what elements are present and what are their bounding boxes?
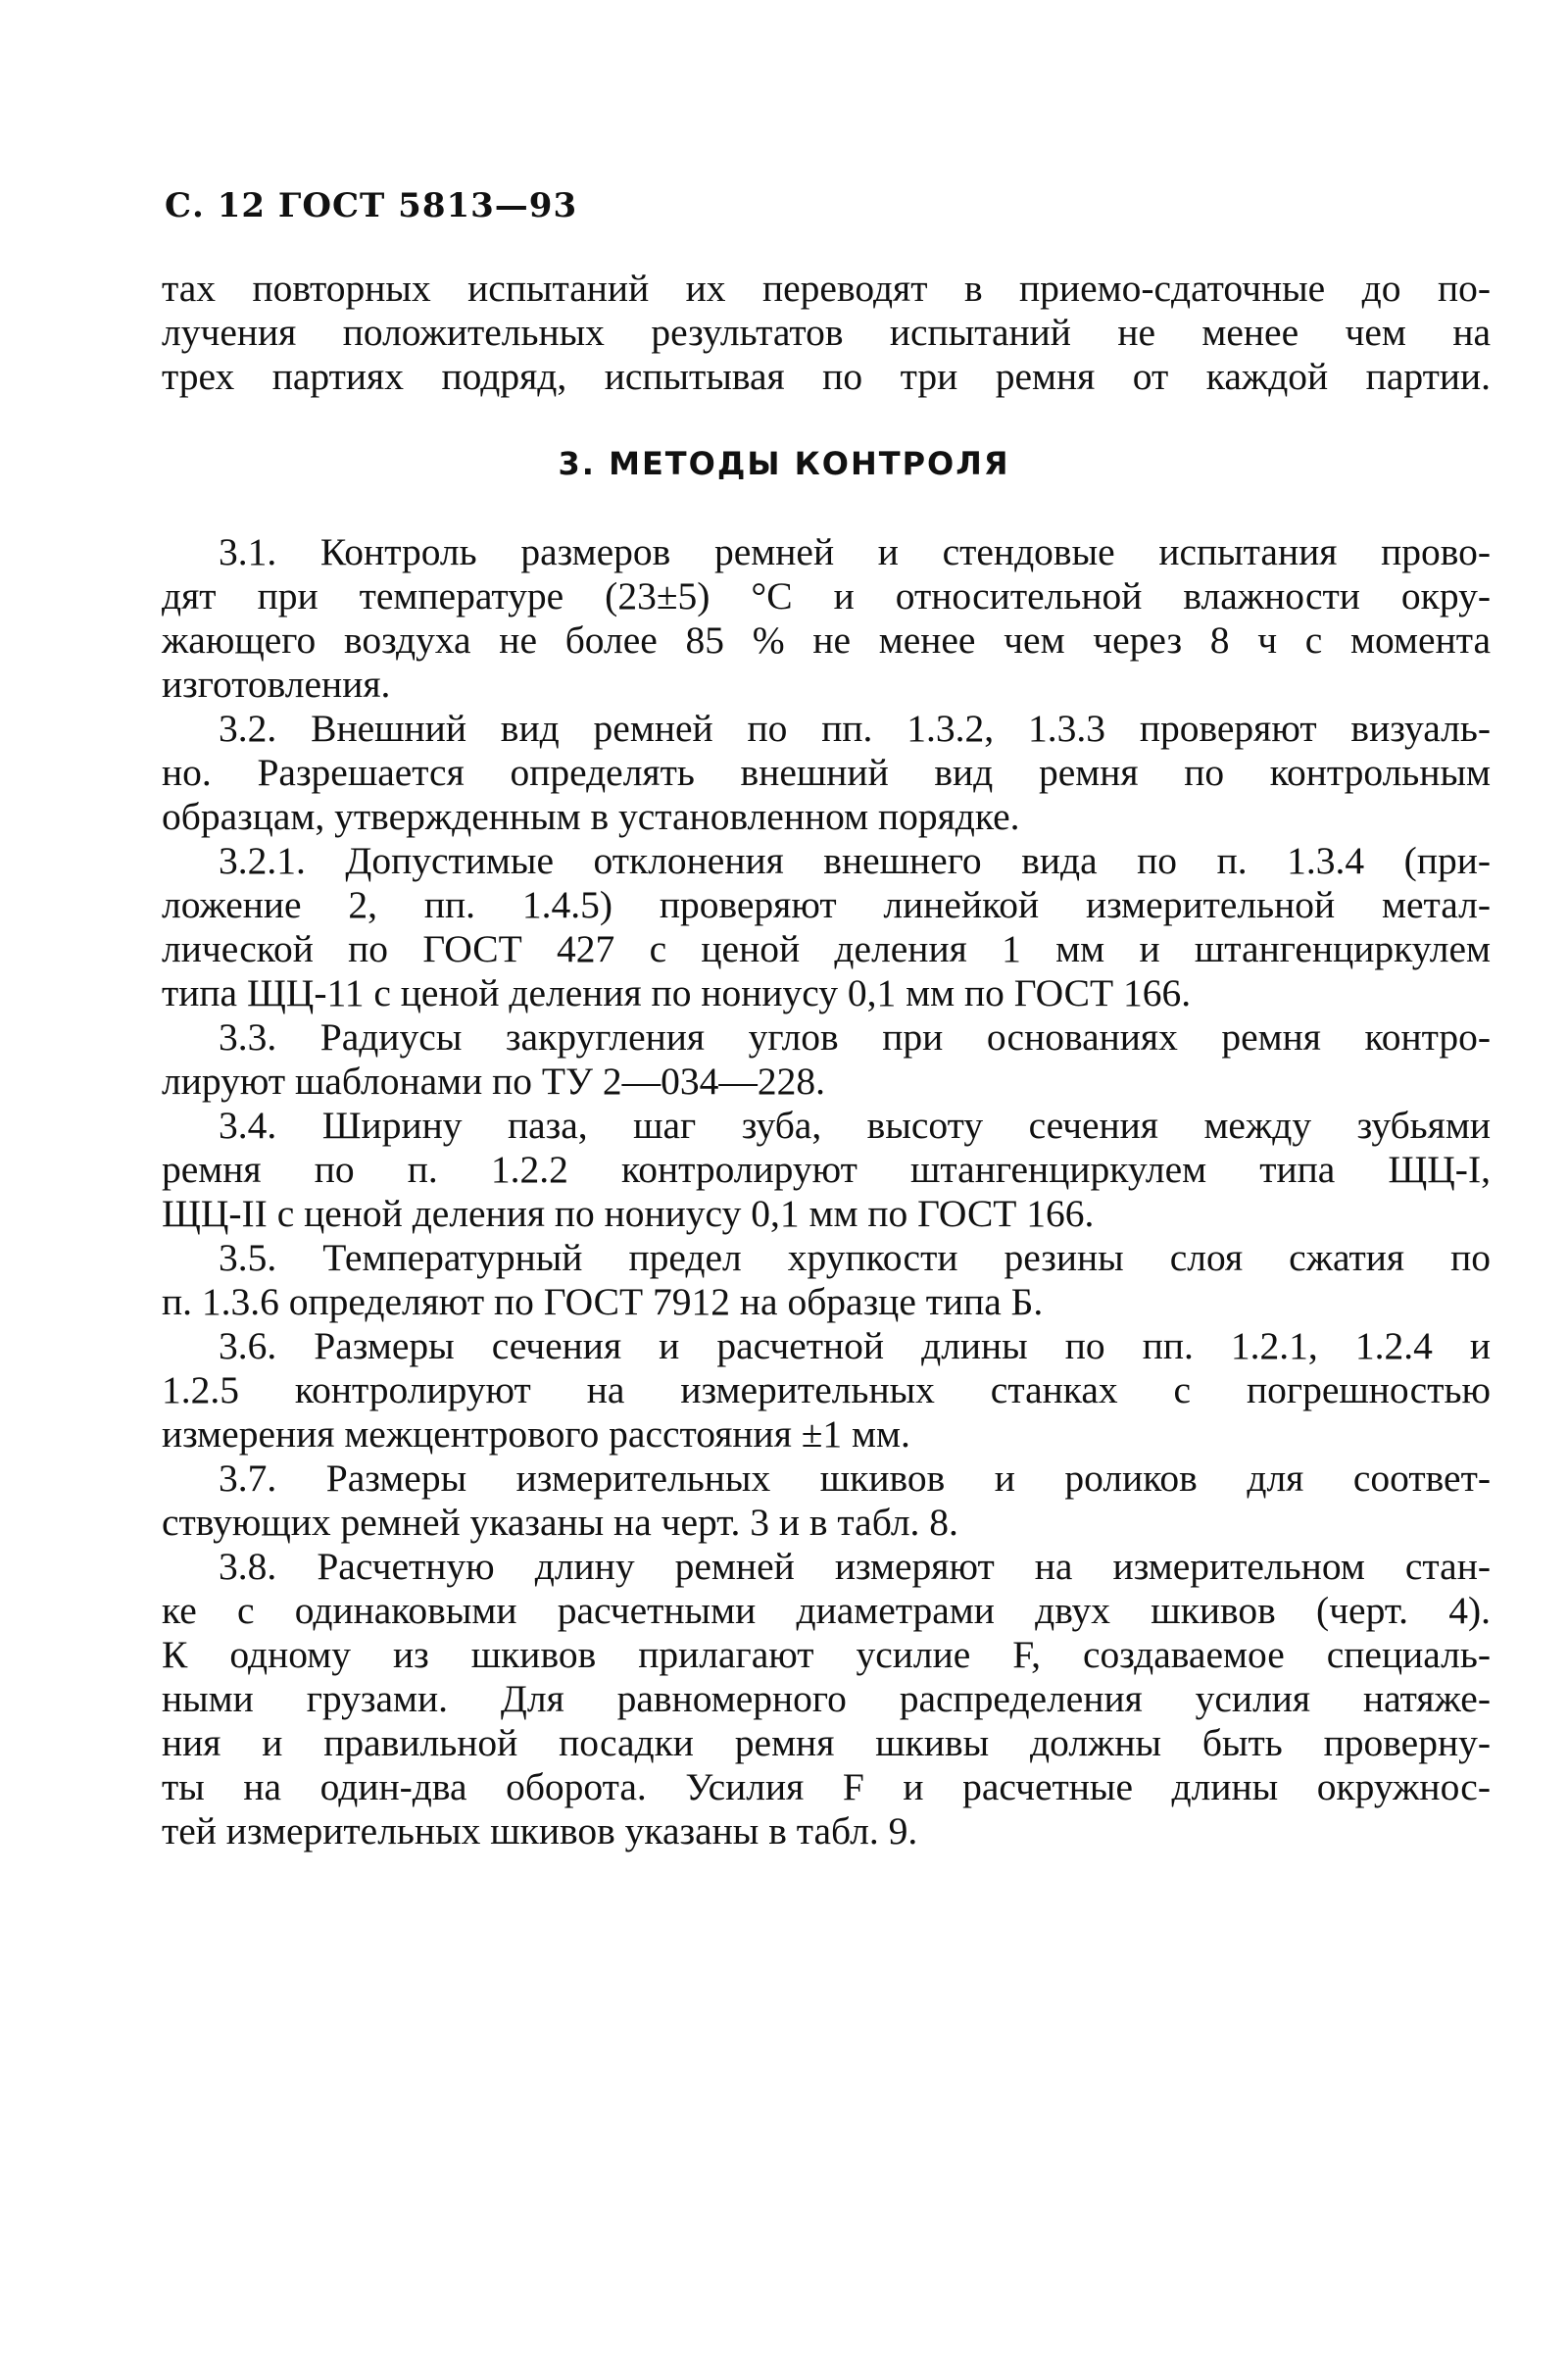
text-line: ствующих ремней указаны на черт. 3 и в табл. 8. [162,1501,958,1544]
paragraph-3-7 [162,1457,1491,1545]
text-line: 1.2.5 контролируют на измерительных станках с погрешностью [162,1368,1491,1411]
text-line: 3.5. Температурный предел хрупкости резины слоя сжатия по [219,1236,1491,1279]
text-line: тей измерительных шкивов указаны в табл. 9. [162,1809,918,1852]
text-line: 3.4. Ширину паза, шаг зуба, высоту сечения между зубьями [219,1104,1491,1147]
text-line: ными грузами. Для равномерного распределения усилия натяже- [162,1677,1491,1720]
paragraph-3-3 [162,1015,1491,1104]
text-line: дят при температуре (23±5) °С и относительной влажности окру- [162,574,1491,617]
text-line: лической по ГОСТ 427 с ценой деления 1 мм и штангенциркулем [162,927,1491,970]
text-line: тах повторных испытаний их переводят в приемо-сдаточные до по- [162,267,1491,310]
text-line: ке с одинаковыми расчетными диаметрами двух шкивов (черт. 4). [162,1589,1491,1632]
text-line: измерения межцентрового расстояния ±1 мм. [162,1412,910,1456]
text-line: 3.1. Контроль размеров ремней и стендовые испытания прово- [219,530,1491,573]
text-line: трех партиях подряд, испытывая по три ремня от каждой партии. [162,355,1491,398]
paragraph-3-2-1 [162,839,1491,1015]
text-line: ния и правильной посадки ремня шкивы должны быть проверну- [162,1721,1491,1764]
text-line: ложение 2, пп. 1.4.5) проверяют линейкой измерительной метал- [162,883,1491,926]
paragraph-3-8 [162,1545,1491,1853]
text-line: К одному из шкивов прилагают усилие F, создаваемое специаль- [162,1633,1491,1676]
intro-paragraph [162,267,1491,399]
text-line: 3.3. Радиусы закругления углов при основаниях ремня контро- [219,1015,1491,1059]
text-line: 3.6. Размеры сечения и расчетной длины по пп. 1.2.1, 1.2.4 и [219,1324,1491,1367]
text-line: ЩЦ-II с ценой деления по нониусу 0,1 мм по ГОСТ 166. [162,1192,1095,1235]
text-line: 3.2.1. Допустимые отклонения внешнего вида по п. 1.3.4 (при- [219,839,1491,882]
text-line: лучения положительных результатов испытаний не менее чем на [162,311,1491,354]
paragraph-3-5 [162,1236,1491,1324]
text-line: типа ЩЦ-11 с ценой деления по нониусу 0,1 мм по ГОСТ 166. [162,971,1192,1014]
running-header: С. 12 ГОСТ 5813—93 [165,186,578,225]
text-line: жающего воздуха не более 85 % не менее чем через 8 ч с момента [162,618,1491,662]
text-line: 3.7. Размеры измерительных шкивов и роликов для соответ- [219,1457,1491,1500]
paragraph-3-6 [162,1324,1491,1457]
text-line: ремня по п. 1.2.2 контролируют штангенциркулем типа ЩЦ-I, [162,1148,1491,1191]
paragraph-3-4 [162,1104,1491,1236]
text-line: ты на один-два оборота. Усилия F и расчетные длины окружнос- [162,1765,1491,1808]
text-line: 3.8. Расчетную длину ремней измеряют на измерительном стан- [219,1545,1491,1588]
paragraph-3-2 [162,707,1491,839]
text-line: п. 1.3.6 определяют по ГОСТ 7912 на образце типа Б. [162,1280,1044,1323]
text-line: образцам, утвержденным в установленном порядке. [162,795,1020,838]
text-line: лируют шаблонами по ТУ 2—034—228. [162,1060,826,1103]
text-line: изготовления. [162,663,391,706]
paragraph-3-1 [162,530,1491,707]
text-line: 3.2. Внешний вид ремней по пп. 1.3.2, 1.3.3 проверяют визуаль- [219,707,1491,750]
text-line: но. Разрешается определять внешний вид ремня по контрольным [162,751,1491,794]
section-heading: 3. МЕТОДЫ КОНТРОЛЯ [558,445,1010,482]
